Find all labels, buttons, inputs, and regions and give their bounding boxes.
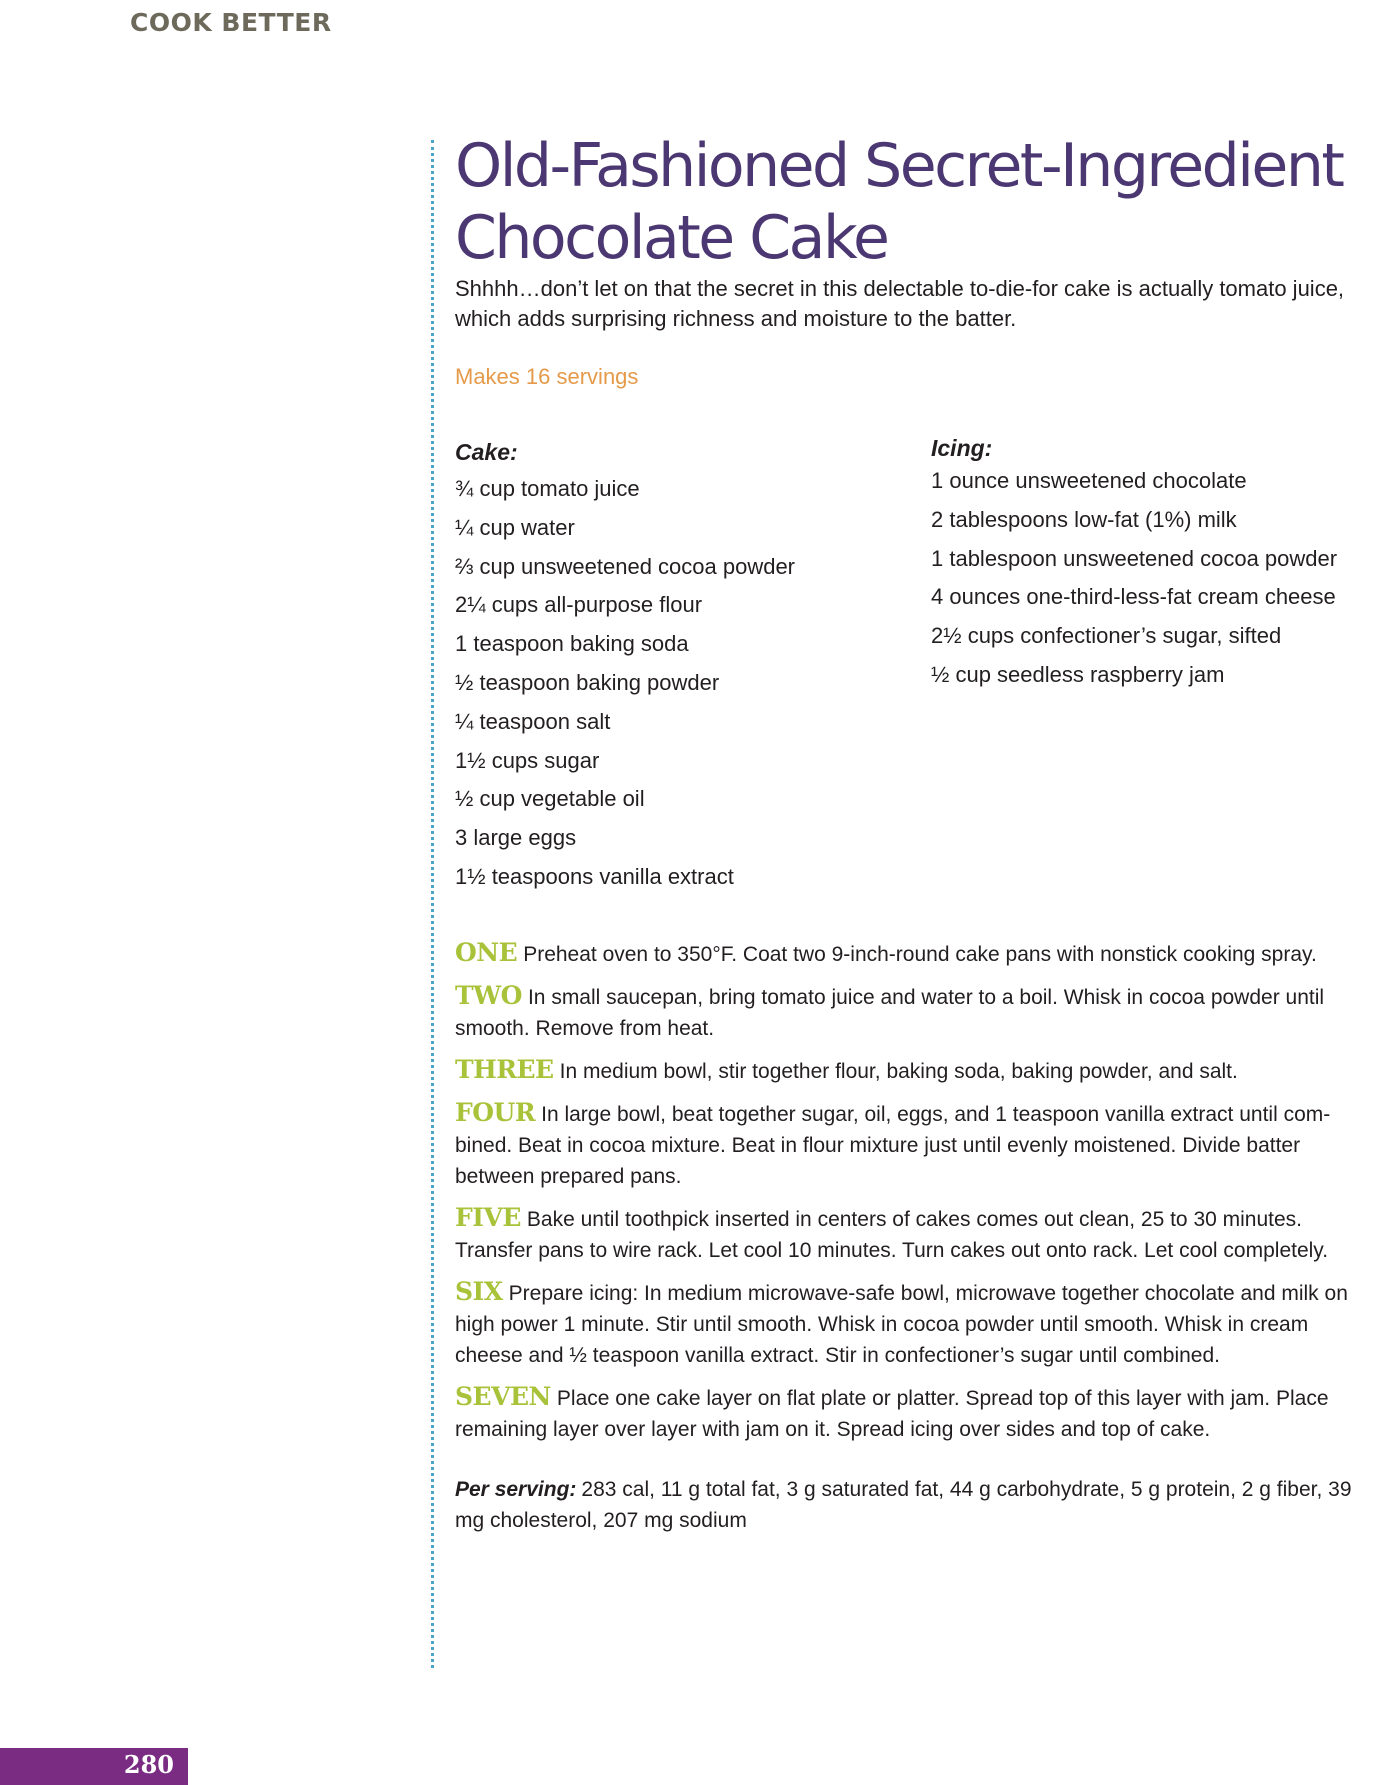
cake-ingredient-list [455, 470, 915, 897]
step-text: Preheat oven to 350°F. Coat two 9-inch-round cake pans with nonstick cooking spray. [523, 943, 1317, 966]
step-number: FOUR [455, 1098, 536, 1127]
ingredient-item: ½ teaspoon baking powder [455, 669, 720, 695]
step-text: In large bowl, beat together sugar, oil, eggs, and 1 teaspoon vanilla extract until com-bined. Beat in cocoa mixture. Beat in flour mixture just until evenly moistened. Divide batter between prepared pans. [455, 1103, 1331, 1188]
per-serving-label: Per serving: [455, 1478, 577, 1501]
ingredient-item: 3 large eggs [455, 825, 577, 851]
ingredient-item: 2¼ cups all-purpose flour [455, 592, 703, 618]
step-number: TWO [455, 981, 522, 1010]
ingredient-item: 1½ teaspoons vanilla extract [455, 863, 734, 889]
step-text: Prepare icing: In medium microwave-safe bowl, microwave together chocolate and milk on high power 1 minute. Stir until smooth. Whisk in cocoa powder until smooth. Whisk in cream cheese and ½ teaspoon vanilla extract. Stir in confectioner’s sugar until combined. [455, 1282, 1348, 1367]
step-seven [455, 1381, 1375, 1445]
per-serving-text: 283 cal, 11 g total fat, 3 g saturated fat, 44 g carbohydrate, 5 g protein, 2 g fiber, 39 mg cholesterol, 207 mg sodium [455, 1478, 1352, 1532]
ingredient-item: 1 tablespoon unsweetened cocoa powder [931, 545, 1338, 571]
ingredient-item: 2½ cups confectioner’s sugar, sifted [931, 623, 1282, 649]
step-four [455, 1097, 1375, 1192]
icing-ingredients [931, 434, 1371, 695]
recipe-intro: Shhhh…don’t let on that the secret in this delectable to-die-for cake is actually tomato juice, which adds surprising richness and moisture to the batter. [455, 276, 1345, 331]
ingredient-item: ¼ cup water [455, 514, 575, 540]
nutrition-info [455, 1474, 1375, 1536]
servings-note: Makes 16 servings [455, 364, 639, 389]
recipe-title-line2: Chocolate Cake [455, 203, 888, 273]
ingredient-item: 2 tablespoons low-fat (1%) milk [931, 506, 1237, 532]
recipe-title-line1: Old-Fashioned Secret-Ingredient [455, 131, 1343, 201]
step-number: FIVE [455, 1203, 521, 1232]
ingredient-item: ⅔ cup unsweetened cocoa powder [455, 553, 796, 579]
recipe-title [455, 130, 1355, 274]
step-three [455, 1054, 1375, 1087]
step-one [455, 937, 1375, 970]
page-number: 280 [123, 1750, 174, 1779]
cake-heading: Cake: [455, 439, 518, 465]
step-text: In small saucepan, bring tomato juice and water to a boil. Whisk in cocoa powder until smooth. Remove from heat. [455, 986, 1325, 1040]
step-text: Place one cake layer on flat plate or platter. Spread top of this layer with jam. Place remaining layer over layer with jam on it. Spread icing over sides and top of cake. [455, 1387, 1329, 1441]
section-label: COOK BETTER [130, 8, 332, 37]
icing-heading: Icing: [931, 435, 993, 461]
step-text: Bake until toothpick inserted in centers of cakes comes out clean, 25 to 30 minutes. Transfer pans to wire rack. Let cool 10 minutes. Turn cakes out onto rack. Let cool completely. [455, 1208, 1329, 1262]
icing-ingredient-list [931, 462, 1371, 695]
ingredient-item: ½ cup seedless raspberry jam [931, 661, 1225, 687]
ingredient-item: ½ cup vegetable oil [455, 786, 645, 812]
step-two [455, 980, 1375, 1044]
step-six [455, 1276, 1375, 1371]
step-text: In medium bowl, stir together flour, baking soda, baking powder, and salt. [559, 1060, 1238, 1083]
step-five [455, 1202, 1375, 1266]
ingredient-item: 1 teaspoon baking soda [455, 631, 689, 657]
step-number: SIX [455, 1277, 503, 1306]
dotted-divider [431, 140, 434, 1668]
cake-ingredients [455, 434, 915, 897]
ingredient-item: ¾ cup tomato juice [455, 476, 640, 501]
ingredient-item: ¼ teaspoon salt [455, 708, 611, 734]
step-number: ONE [455, 938, 518, 967]
step-number: SEVEN [455, 1382, 551, 1411]
step-number: THREE [455, 1055, 554, 1084]
ingredient-item: 1½ cups sugar [455, 747, 600, 773]
method-steps [455, 937, 1375, 1455]
ingredient-item: 4 ounces one-third-less-fat cream cheese [931, 584, 1336, 610]
page-number-bar [0, 1748, 188, 1785]
ingredient-item: 1 ounce unsweetened chocolate [931, 468, 1247, 493]
